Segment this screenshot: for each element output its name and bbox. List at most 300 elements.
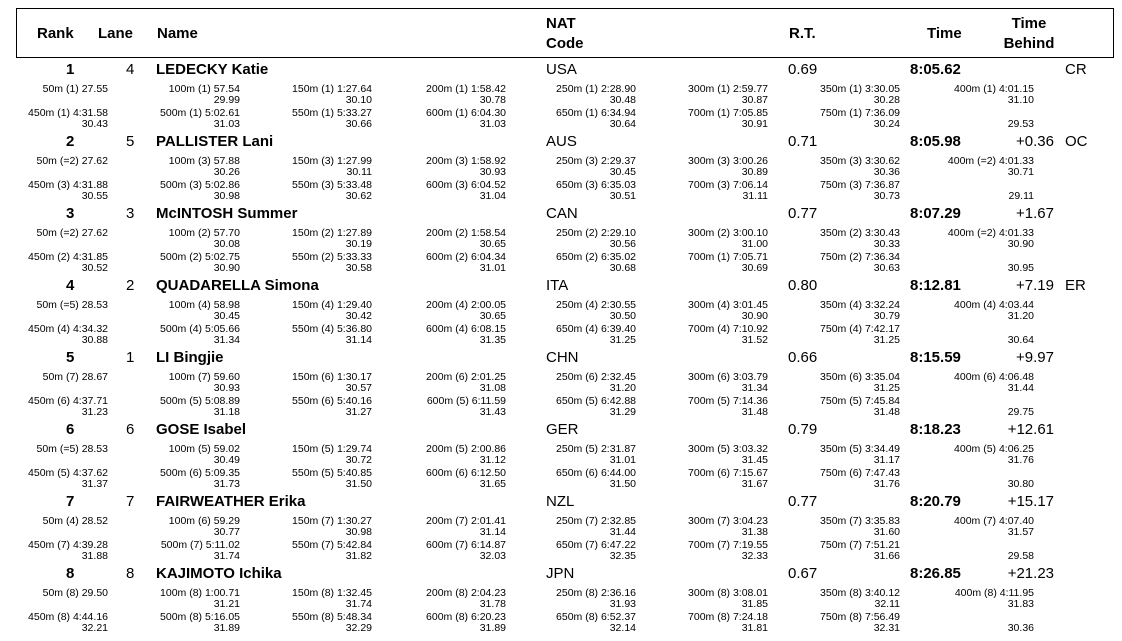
time-behind: +21.23 xyxy=(1007,565,1054,582)
athlete-name: QUADARELLA Simona xyxy=(156,277,319,294)
split-diff: 30.80 xyxy=(1007,478,1034,490)
lane-value: 3 xyxy=(126,205,135,222)
split-cell xyxy=(506,300,636,322)
split-cell xyxy=(376,108,506,130)
split-diff: 31.48 xyxy=(873,406,900,418)
split-time: 250m (6) 2:32.45 xyxy=(556,371,636,383)
record-badge: OC xyxy=(1065,133,1088,150)
split-diff: 30.78 xyxy=(479,94,506,106)
split-cell xyxy=(242,180,372,202)
split-cell xyxy=(110,588,240,610)
split-cell xyxy=(376,324,506,346)
split-time: 250m (3) 2:29.37 xyxy=(556,155,636,167)
reaction-time: 0.77 xyxy=(788,493,818,510)
split-cell xyxy=(904,468,1034,490)
split-time: 100m (3) 57.88 xyxy=(168,155,240,167)
split-diff: 29.58 xyxy=(1007,550,1034,562)
split-time: 50m (8) 29.50 xyxy=(42,587,108,599)
split-diff: 31.88 xyxy=(81,550,108,562)
time-behind: +12.61 xyxy=(1007,421,1054,438)
split-cell xyxy=(110,612,240,634)
split-diff: 31.60 xyxy=(873,526,900,538)
split-time: 50m (=5) 28.53 xyxy=(36,443,108,455)
split-cell xyxy=(8,324,108,346)
split-cell xyxy=(8,444,108,455)
split-diff: 30.68 xyxy=(609,262,636,274)
split-time: 300m (5) 3:03.32 xyxy=(688,443,768,455)
split-diff: 31.17 xyxy=(873,454,900,466)
athlete-summary xyxy=(0,420,1122,442)
split-diff: 31.73 xyxy=(213,478,240,490)
split-diff: 30.52 xyxy=(81,262,108,274)
split-cell xyxy=(904,396,1034,418)
split-diff: 31.00 xyxy=(741,238,768,250)
split-cell xyxy=(904,444,1034,466)
split-cell xyxy=(770,228,900,250)
split-time: 150m (7) 1:30.27 xyxy=(292,515,372,527)
split-time: 400m (=2) 4:01.33 xyxy=(947,227,1034,239)
split-time: 650m (7) 6:47.22 xyxy=(556,539,636,551)
split-cell xyxy=(506,612,636,634)
split-cell xyxy=(242,540,372,562)
split-cell xyxy=(376,612,506,634)
split-cell xyxy=(770,588,900,610)
split-time: 500m (2) 5:02.75 xyxy=(160,251,240,263)
split-diff: 30.79 xyxy=(873,310,900,322)
split-cell xyxy=(242,324,372,346)
split-cell xyxy=(506,156,636,178)
split-time: 750m (2) 7:36.34 xyxy=(820,251,900,263)
split-cell xyxy=(770,444,900,466)
reaction-time: 0.80 xyxy=(788,277,818,294)
split-diff: 30.87 xyxy=(741,94,768,106)
split-time: 250m (4) 2:30.55 xyxy=(556,299,636,311)
split-cell xyxy=(110,252,240,274)
rank-value: 4 xyxy=(66,277,75,294)
split-time: 400m (1) 4:01.15 xyxy=(954,83,1034,95)
split-time: 350m (4) 3:32.24 xyxy=(820,299,900,311)
athlete-name: LI Bingjie xyxy=(156,349,224,366)
split-diff: 29.99 xyxy=(213,94,240,106)
split-time: 200m (3) 1:58.92 xyxy=(426,155,506,167)
split-cell xyxy=(8,516,108,527)
split-diff: 32.31 xyxy=(873,622,900,634)
split-cell xyxy=(110,324,240,346)
split-diff: 31.82 xyxy=(345,550,372,562)
split-time: 450m (5) 4:37.62 xyxy=(28,467,108,479)
athlete-name: KAJIMOTO Ichika xyxy=(156,565,282,582)
split-cell xyxy=(8,468,108,490)
split-cell xyxy=(638,156,768,178)
split-time: 450m (2) 4:31.85 xyxy=(28,251,108,263)
split-time: 250m (1) 2:28.90 xyxy=(556,83,636,95)
split-time: 100m (4) 58.98 xyxy=(168,299,240,311)
split-time: 700m (4) 7:10.92 xyxy=(688,323,768,335)
split-diff: 31.89 xyxy=(213,622,240,634)
split-time: 650m (1) 6:34.94 xyxy=(556,107,636,119)
split-time: 550m (4) 5:36.80 xyxy=(292,323,372,335)
split-diff: 30.72 xyxy=(345,454,372,466)
split-diff: 32.35 xyxy=(609,550,636,562)
split-diff: 30.98 xyxy=(345,526,372,538)
split-diff: 30.63 xyxy=(873,262,900,274)
split-cell xyxy=(110,108,240,130)
split-time: 400m (8) 4:11.95 xyxy=(954,587,1034,599)
athlete-row xyxy=(0,204,1122,276)
athlete-name: McINTOSH Summer xyxy=(156,205,298,222)
split-time: 650m (8) 6:52.37 xyxy=(556,611,636,623)
split-time: 300m (1) 2:59.77 xyxy=(688,83,768,95)
split-diff: 30.28 xyxy=(873,94,900,106)
split-diff: 31.03 xyxy=(213,118,240,130)
split-cell xyxy=(8,372,108,383)
split-time: 200m (6) 2:01.25 xyxy=(426,371,506,383)
split-time: 50m (4) 28.52 xyxy=(42,515,108,527)
split-time: 300m (7) 3:04.23 xyxy=(688,515,768,527)
split-cell xyxy=(8,228,108,239)
rank-value: 7 xyxy=(66,493,75,510)
split-diff: 31.35 xyxy=(479,334,506,346)
lane-value: 2 xyxy=(126,277,135,294)
split-diff: 31.76 xyxy=(873,478,900,490)
split-time: 600m (2) 6:04.34 xyxy=(426,251,506,263)
split-time: 400m (=2) 4:01.33 xyxy=(947,155,1034,167)
split-time: 650m (6) 6:44.00 xyxy=(556,467,636,479)
split-cell xyxy=(8,156,108,167)
rank-value: 8 xyxy=(66,565,75,582)
split-diff: 31.43 xyxy=(479,406,506,418)
split-cell xyxy=(376,156,506,178)
split-cell xyxy=(904,324,1034,346)
split-cell xyxy=(242,84,372,106)
header-nat: NAT xyxy=(546,15,576,32)
split-time: 550m (3) 5:33.48 xyxy=(292,179,372,191)
split-time: 250m (2) 2:29.10 xyxy=(556,227,636,239)
split-cell xyxy=(770,252,900,274)
split-time: 500m (5) 5:08.89 xyxy=(160,395,240,407)
final-time: 8:05.98 xyxy=(910,133,961,150)
split-cell xyxy=(110,228,240,250)
lane-value: 6 xyxy=(126,421,135,438)
split-time: 750m (5) 7:45.84 xyxy=(820,395,900,407)
split-cell xyxy=(376,468,506,490)
split-diff: 31.85 xyxy=(741,598,768,610)
athlete-summary xyxy=(0,132,1122,154)
split-time: 150m (8) 1:32.45 xyxy=(292,587,372,599)
split-time: 650m (2) 6:35.02 xyxy=(556,251,636,263)
split-diff: 31.25 xyxy=(873,382,900,394)
athlete-name: FAIRWEATHER Erika xyxy=(156,493,306,510)
split-cell xyxy=(506,180,636,202)
split-time: 50m (=2) 27.62 xyxy=(36,155,108,167)
lane-value: 4 xyxy=(126,61,135,78)
split-time: 200m (5) 2:00.86 xyxy=(426,443,506,455)
split-time: 450m (4) 4:34.32 xyxy=(28,323,108,335)
split-diff: 30.58 xyxy=(345,262,372,274)
split-time: 350m (3) 3:30.62 xyxy=(820,155,900,167)
split-time: 600m (7) 6:14.87 xyxy=(426,539,506,551)
split-diff: 31.34 xyxy=(741,382,768,394)
split-diff: 31.10 xyxy=(1007,94,1034,106)
split-cell xyxy=(638,324,768,346)
split-time: 500m (1) 5:02.61 xyxy=(160,107,240,119)
split-cell xyxy=(506,540,636,562)
athlete-name: PALLISTER Lani xyxy=(156,133,274,150)
split-cell xyxy=(770,396,900,418)
split-cell xyxy=(110,300,240,322)
split-cell xyxy=(376,228,506,250)
split-diff: 30.65 xyxy=(479,238,506,250)
reaction-time: 0.66 xyxy=(788,349,818,366)
split-cell xyxy=(770,372,900,394)
split-diff: 30.57 xyxy=(345,382,372,394)
split-diff: 30.48 xyxy=(609,94,636,106)
split-diff: 30.08 xyxy=(213,238,240,250)
rank-value: 5 xyxy=(66,349,75,366)
split-diff: 30.24 xyxy=(873,118,900,130)
split-cell xyxy=(8,180,108,202)
split-diff: 32.11 xyxy=(874,598,900,610)
rank-value: 6 xyxy=(66,421,75,438)
split-time: 700m (1) 7:05.85 xyxy=(688,107,768,119)
split-diff: 30.77 xyxy=(213,526,240,538)
split-time: 200m (4) 2:00.05 xyxy=(426,299,506,311)
split-cell xyxy=(8,252,108,274)
split-cell xyxy=(242,156,372,178)
split-cell xyxy=(8,300,108,311)
athlete-row xyxy=(0,276,1122,348)
header-lane: Lane xyxy=(98,25,134,42)
split-cell xyxy=(8,108,108,130)
header-rank: Rank xyxy=(37,25,74,42)
header-code: Code xyxy=(546,35,584,52)
split-time: 750m (6) 7:47.43 xyxy=(820,467,900,479)
split-cell xyxy=(770,468,900,490)
split-cell xyxy=(506,324,636,346)
split-diff: 30.71 xyxy=(1007,166,1034,178)
split-cell xyxy=(110,84,240,106)
split-time: 650m (3) 6:35.03 xyxy=(556,179,636,191)
split-diff: 31.65 xyxy=(479,478,506,490)
record-badge: CR xyxy=(1065,61,1087,78)
nat-code: GER xyxy=(546,421,579,438)
split-cell xyxy=(638,468,768,490)
nat-code: USA xyxy=(546,61,577,78)
split-cell xyxy=(376,180,506,202)
split-cell xyxy=(506,396,636,418)
split-cell xyxy=(904,372,1034,394)
split-cell xyxy=(506,84,636,106)
split-time: 150m (1) 1:27.64 xyxy=(292,83,372,95)
split-time: 500m (4) 5:05.66 xyxy=(160,323,240,335)
athlete-row xyxy=(0,564,1122,636)
split-cell xyxy=(904,156,1034,178)
split-diff: 30.62 xyxy=(345,190,372,202)
final-time: 8:15.59 xyxy=(910,349,961,366)
split-cell xyxy=(638,108,768,130)
split-diff: 30.93 xyxy=(479,166,506,178)
split-cell xyxy=(376,252,506,274)
split-cell xyxy=(770,324,900,346)
split-time: 250m (5) 2:31.87 xyxy=(556,443,636,455)
split-time: 100m (2) 57.70 xyxy=(168,227,240,239)
split-diff: 30.19 xyxy=(345,238,372,250)
nat-code: NZL xyxy=(546,493,575,510)
split-diff: 30.89 xyxy=(741,166,768,178)
time-behind: +7.19 xyxy=(1016,277,1054,294)
split-cell xyxy=(770,108,900,130)
split-time: 600m (3) 6:04.52 xyxy=(426,179,506,191)
split-time: 450m (3) 4:31.88 xyxy=(28,179,108,191)
split-cell xyxy=(506,108,636,130)
split-cell xyxy=(376,84,506,106)
athlete-row xyxy=(0,420,1122,492)
split-cell xyxy=(242,252,372,274)
split-cell xyxy=(376,588,506,610)
split-cell xyxy=(376,396,506,418)
split-diff: 31.20 xyxy=(609,382,636,394)
split-time: 150m (5) 1:29.74 xyxy=(292,443,372,455)
split-cell xyxy=(506,228,636,250)
split-cell xyxy=(110,396,240,418)
split-time: 700m (7) 7:19.55 xyxy=(688,539,768,551)
split-time: 500m (6) 5:09.35 xyxy=(160,467,240,479)
split-diff: 31.67 xyxy=(741,478,768,490)
split-cell xyxy=(638,228,768,250)
split-cell xyxy=(770,300,900,322)
split-diff: 31.27 xyxy=(345,406,372,418)
split-diff: 30.55 xyxy=(81,190,108,202)
split-cell xyxy=(242,300,372,322)
reaction-time: 0.79 xyxy=(788,421,818,438)
split-diff: 30.36 xyxy=(873,166,900,178)
split-diff: 31.81 xyxy=(741,622,768,634)
split-time: 350m (8) 3:40.12 xyxy=(820,587,900,599)
split-time: 150m (2) 1:27.89 xyxy=(292,227,372,239)
split-diff: 31.14 xyxy=(345,334,372,346)
split-diff: 31.01 xyxy=(609,454,636,466)
split-diff: 31.37 xyxy=(81,478,108,490)
split-time: 500m (8) 5:16.05 xyxy=(160,611,240,623)
split-diff: 30.90 xyxy=(1007,238,1034,250)
final-time: 8:18.23 xyxy=(910,421,961,438)
split-time: 750m (3) 7:36.87 xyxy=(820,179,900,191)
split-time: 400m (4) 4:03.44 xyxy=(954,299,1034,311)
split-diff: 32.33 xyxy=(741,550,768,562)
split-cell xyxy=(376,444,506,466)
split-diff: 30.66 xyxy=(345,118,372,130)
split-time: 100m (5) 59.02 xyxy=(168,443,240,455)
header-name: Name xyxy=(157,25,198,42)
split-time: 550m (8) 5:48.34 xyxy=(292,611,372,623)
split-cell xyxy=(376,372,506,394)
split-diff: 31.25 xyxy=(609,334,636,346)
split-time: 600m (1) 6:04.30 xyxy=(426,107,506,119)
split-diff: 30.65 xyxy=(479,310,506,322)
split-diff: 31.08 xyxy=(479,382,506,394)
split-diff: 31.18 xyxy=(213,406,240,418)
split-time: 150m (4) 1:29.40 xyxy=(292,299,372,311)
split-time: 50m (1) 27.55 xyxy=(42,83,108,95)
split-time: 350m (1) 3:30.05 xyxy=(820,83,900,95)
split-time: 200m (2) 1:58.54 xyxy=(426,227,506,239)
split-cell xyxy=(770,612,900,634)
split-diff: 30.49 xyxy=(213,454,240,466)
split-time: 550m (7) 5:42.84 xyxy=(292,539,372,551)
split-diff: 31.93 xyxy=(609,598,636,610)
rank-value: 1 xyxy=(66,61,75,78)
athlete-summary xyxy=(0,348,1122,370)
rank-value: 3 xyxy=(66,205,75,222)
split-time: 100m (1) 57.54 xyxy=(168,83,240,95)
split-diff: 31.52 xyxy=(741,334,768,346)
split-time: 400m (5) 4:06.25 xyxy=(954,443,1034,455)
split-time: 100m (6) 59.29 xyxy=(168,515,240,527)
athlete-row xyxy=(0,132,1122,204)
split-cell xyxy=(110,516,240,538)
split-cell xyxy=(770,156,900,178)
split-diff: 30.88 xyxy=(81,334,108,346)
split-cell xyxy=(638,372,768,394)
athlete-row xyxy=(0,60,1122,132)
split-diff: 31.25 xyxy=(873,334,900,346)
nat-code: CHN xyxy=(546,349,579,366)
split-time: 600m (5) 6:11.59 xyxy=(426,395,506,407)
split-cell xyxy=(638,84,768,106)
split-diff: 31.83 xyxy=(1007,598,1034,610)
split-cell xyxy=(110,180,240,202)
split-diff: 32.14 xyxy=(609,622,636,634)
split-cell xyxy=(8,396,108,418)
split-diff: 30.33 xyxy=(873,238,900,250)
split-diff: 31.44 xyxy=(1007,382,1034,394)
split-cell xyxy=(242,108,372,130)
split-cell xyxy=(8,588,108,599)
split-diff: 31.50 xyxy=(345,478,372,490)
split-diff: 31.38 xyxy=(741,526,768,538)
split-cell xyxy=(8,84,108,95)
split-time: 750m (4) 7:42.17 xyxy=(820,323,900,335)
split-diff: 31.34 xyxy=(213,334,240,346)
split-diff: 30.90 xyxy=(213,262,240,274)
final-time: 8:12.81 xyxy=(910,277,961,294)
header-time-behind-2: Behind xyxy=(1003,35,1055,52)
split-time: 500m (3) 5:02.86 xyxy=(160,179,240,191)
split-time: 500m (7) 5:11.02 xyxy=(160,539,240,551)
final-time: 8:07.29 xyxy=(910,205,961,222)
time-behind: +15.17 xyxy=(1007,493,1054,510)
split-cell xyxy=(638,180,768,202)
split-cell xyxy=(904,108,1034,130)
split-diff: 31.50 xyxy=(609,478,636,490)
split-time: 250m (7) 2:32.85 xyxy=(556,515,636,527)
split-time: 50m (=5) 28.53 xyxy=(36,299,108,311)
nat-code: JPN xyxy=(546,565,575,582)
split-diff: 30.51 xyxy=(609,190,636,202)
split-cell xyxy=(506,444,636,466)
split-diff: 29.11 xyxy=(1008,190,1034,202)
split-time: 450m (8) 4:44.16 xyxy=(28,611,108,623)
split-time: 50m (7) 28.67 xyxy=(42,371,108,383)
split-diff: 30.69 xyxy=(741,262,768,274)
split-cell xyxy=(376,516,506,538)
split-time: 150m (3) 1:27.99 xyxy=(292,155,372,167)
athlete-summary xyxy=(0,60,1122,82)
split-diff: 30.26 xyxy=(213,166,240,178)
split-time: 550m (2) 5:33.33 xyxy=(292,251,372,263)
split-time: 350m (7) 3:35.83 xyxy=(820,515,900,527)
split-cell xyxy=(242,516,372,538)
